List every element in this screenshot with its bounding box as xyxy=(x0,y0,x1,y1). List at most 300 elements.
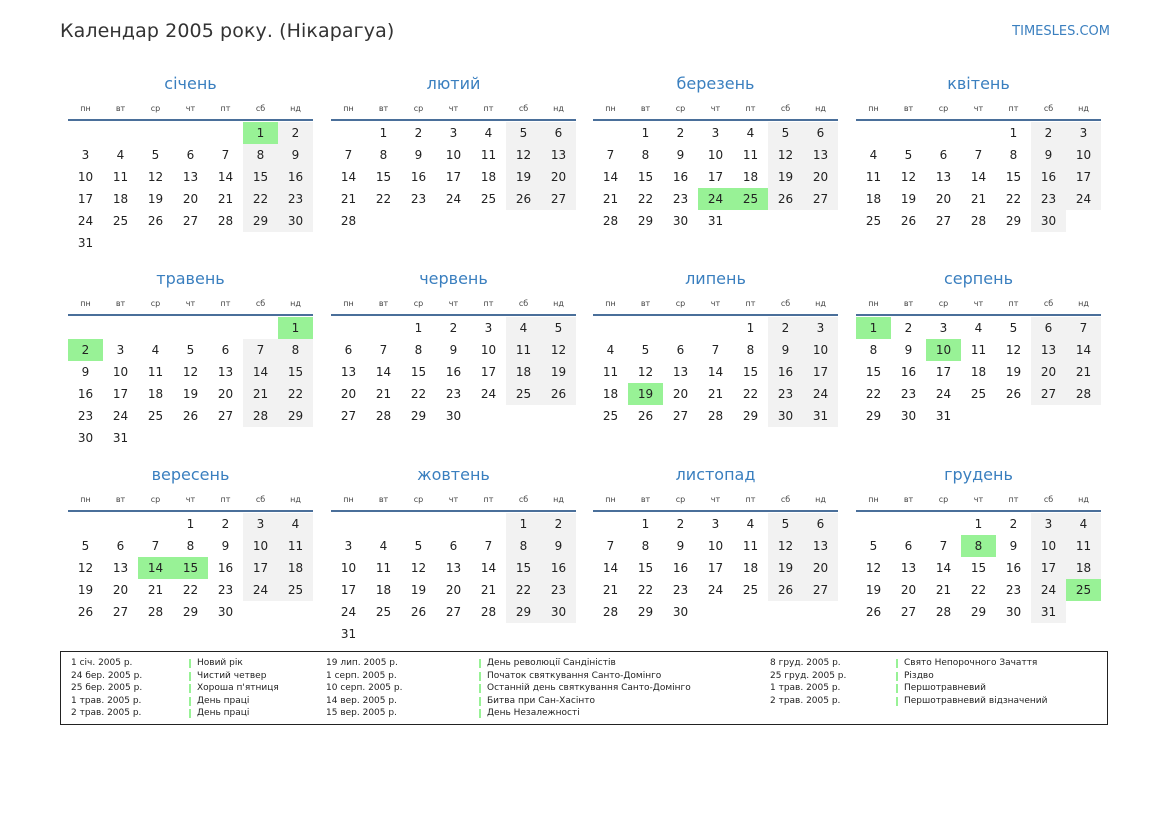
day-cell: 10 xyxy=(707,539,724,553)
weekday-label: нд xyxy=(553,104,564,113)
day-cell: 13 xyxy=(1031,339,1066,361)
day-cell: 4 xyxy=(379,539,388,553)
month-divider xyxy=(68,314,313,316)
month-calendar xyxy=(856,74,1101,259)
day-cell: 6 xyxy=(541,122,576,144)
weekday-label: сб xyxy=(518,495,529,504)
day-cell: 27 xyxy=(112,605,129,619)
day-cell: 11 xyxy=(742,148,759,162)
holiday-marker xyxy=(896,697,898,706)
day-cell: 22 xyxy=(970,583,987,597)
day-cell: 7 xyxy=(344,148,353,162)
day-cell: 10 xyxy=(112,365,129,379)
day-cell: 8 xyxy=(641,148,650,162)
day-cell: 24 xyxy=(935,387,952,401)
day-cell: 10 xyxy=(445,148,462,162)
day-cell: 23 xyxy=(445,387,462,401)
day-cell: 26 xyxy=(865,605,882,619)
day-cell: 25 xyxy=(970,387,987,401)
day-cell: 19 xyxy=(506,166,541,188)
day-cell: 25 xyxy=(147,409,164,423)
day-cell: 3 xyxy=(344,539,353,553)
day-cell: 30 xyxy=(768,405,803,427)
day-cell: 21 xyxy=(1066,361,1101,383)
day-cell: 11 xyxy=(147,365,164,379)
day-cell: 6 xyxy=(939,148,948,162)
day-cell: 30 xyxy=(217,605,234,619)
weekday-label: пт xyxy=(1008,495,1019,504)
weekday-label: чт xyxy=(973,495,984,504)
weekday-label: пн xyxy=(868,104,879,113)
holiday-day-cell: 25 xyxy=(733,188,768,210)
holiday-day-cell: 25 xyxy=(1066,579,1101,601)
day-cell: 3 xyxy=(449,126,458,140)
holiday-date: 25 бер. 2005 р. xyxy=(71,683,143,694)
day-cell: 25 xyxy=(480,192,497,206)
day-cell: 20 xyxy=(340,387,357,401)
day-cell: 9 xyxy=(1009,539,1018,553)
weekday-label: сб xyxy=(255,299,266,308)
weekday-label: вт xyxy=(115,495,126,504)
day-cell: 17 xyxy=(707,561,724,575)
day-cell: 8 xyxy=(186,539,195,553)
holiday-day-cell: 1 xyxy=(856,317,891,339)
day-cell: 12 xyxy=(410,561,427,575)
day-cell: 13 xyxy=(445,561,462,575)
day-cell: 3 xyxy=(939,321,948,335)
day-cell: 14 xyxy=(602,170,619,184)
day-cell: 7 xyxy=(151,539,160,553)
day-cell: 28 xyxy=(935,605,952,619)
day-cell: 9 xyxy=(81,365,90,379)
day-cell: 26 xyxy=(506,188,541,210)
day-cell: 15 xyxy=(243,166,278,188)
month-divider xyxy=(856,314,1101,316)
weekday-label: пн xyxy=(868,299,879,308)
month-calendar xyxy=(68,269,313,454)
holiday-marker xyxy=(896,672,898,681)
day-cell: 19 xyxy=(865,583,882,597)
holiday-day-cell: 14 xyxy=(138,557,173,579)
weekday-label: сб xyxy=(255,104,266,113)
weekday-label: чт xyxy=(710,299,721,308)
weekday-label: пн xyxy=(343,299,354,308)
day-cell: 20 xyxy=(1031,361,1066,383)
day-cell: 26 xyxy=(900,214,917,228)
month-calendar xyxy=(856,269,1101,454)
day-cell: 6 xyxy=(904,539,913,553)
day-cell: 22 xyxy=(375,192,392,206)
day-cell: 21 xyxy=(480,583,497,597)
holiday-name: День революції Сандіністів xyxy=(487,658,616,668)
weekday-label: нд xyxy=(815,299,826,308)
day-cell: 13 xyxy=(182,170,199,184)
day-cell: 4 xyxy=(746,517,755,531)
day-cell: 8 xyxy=(746,343,755,357)
day-cell: 18 xyxy=(278,557,313,579)
day-cell: 19 xyxy=(900,192,917,206)
holiday-date: 1 трав. 2005 р. xyxy=(71,695,142,706)
day-cell: 24 xyxy=(1031,579,1066,601)
day-cell: 29 xyxy=(865,409,882,423)
day-cell: 27 xyxy=(935,214,952,228)
day-cell: 31 xyxy=(1031,601,1066,623)
day-cell: 16 xyxy=(445,365,462,379)
day-cell: 17 xyxy=(1031,557,1066,579)
weekday-label: пт xyxy=(1008,299,1019,308)
day-cell: 15 xyxy=(637,561,654,575)
day-cell: 31 xyxy=(803,405,838,427)
weekday-label: ср xyxy=(413,104,424,113)
day-cell: 30 xyxy=(278,210,313,232)
day-grid xyxy=(331,513,576,645)
day-cell: 5 xyxy=(641,343,650,357)
day-cell: 12 xyxy=(900,170,917,184)
month-calendar xyxy=(856,465,1101,650)
weekday-label: вт xyxy=(640,299,651,308)
day-cell: 31 xyxy=(112,431,129,445)
day-cell: 24 xyxy=(803,383,838,405)
day-cell: 3 xyxy=(1031,513,1066,535)
day-cell: 15 xyxy=(865,365,882,379)
day-cell: 6 xyxy=(449,539,458,553)
holiday-legend xyxy=(60,651,1108,725)
day-cell: 8 xyxy=(869,343,878,357)
day-cell: 10 xyxy=(803,339,838,361)
holiday-name: Битва при Сан-Хасінто xyxy=(487,695,595,706)
day-cell: 30 xyxy=(672,605,689,619)
day-cell: 4 xyxy=(151,343,160,357)
day-cell: 26 xyxy=(637,409,654,423)
day-cell: 14 xyxy=(243,361,278,383)
day-cell: 20 xyxy=(445,583,462,597)
day-cell: 1 xyxy=(186,517,195,531)
weekday-label: нд xyxy=(553,495,564,504)
holiday-marker xyxy=(479,709,481,718)
day-cell: 2 xyxy=(1009,517,1018,531)
day-cell: 30 xyxy=(1031,210,1066,232)
day-cell: 24 xyxy=(1066,188,1101,210)
day-cell: 6 xyxy=(676,343,685,357)
weekday-header xyxy=(331,104,576,116)
month-name: червень xyxy=(419,269,488,288)
day-cell: 21 xyxy=(147,583,164,597)
day-cell: 23 xyxy=(768,383,803,405)
holiday-name: Першотравневий відзначений xyxy=(904,695,1048,706)
weekday-label: вт xyxy=(903,495,914,504)
weekday-label: ср xyxy=(675,299,686,308)
day-cell: 28 xyxy=(480,605,497,619)
day-cell: 29 xyxy=(637,605,654,619)
day-cell: 19 xyxy=(410,583,427,597)
day-cell: 16 xyxy=(278,166,313,188)
day-cell: 11 xyxy=(865,170,882,184)
day-cell: 22 xyxy=(506,579,541,601)
day-cell: 5 xyxy=(151,148,160,162)
day-cell: 16 xyxy=(1005,561,1022,575)
day-cell: 9 xyxy=(676,539,685,553)
day-cell: 7 xyxy=(606,148,615,162)
day-cell: 5 xyxy=(81,539,90,553)
day-cell: 23 xyxy=(410,192,427,206)
weekday-header xyxy=(856,299,1101,311)
weekday-label: вт xyxy=(378,104,389,113)
weekday-label: пт xyxy=(220,299,231,308)
day-cell: 31 xyxy=(340,627,357,641)
day-cell: 10 xyxy=(340,561,357,575)
day-grid xyxy=(856,513,1101,645)
day-cell: 22 xyxy=(637,583,654,597)
day-cell: 16 xyxy=(672,561,689,575)
weekday-label: сб xyxy=(1043,495,1054,504)
day-cell: 3 xyxy=(243,513,278,535)
day-cell: 27 xyxy=(541,188,576,210)
day-cell: 25 xyxy=(865,214,882,228)
weekday-label: пт xyxy=(483,299,494,308)
holiday-date: 19 лип. 2005 р. xyxy=(326,658,398,668)
day-cell: 6 xyxy=(1031,317,1066,339)
weekday-label: пт xyxy=(483,495,494,504)
day-grid xyxy=(593,513,838,645)
month-name: листопад xyxy=(675,465,756,484)
weekday-label: ср xyxy=(675,104,686,113)
day-cell: 12 xyxy=(182,365,199,379)
day-cell: 24 xyxy=(480,387,497,401)
day-grid xyxy=(68,122,313,254)
day-cell: 5 xyxy=(904,148,913,162)
holiday-day-cell: 8 xyxy=(961,535,996,557)
day-cell: 5 xyxy=(1009,321,1018,335)
weekday-header xyxy=(68,495,313,507)
day-cell: 17 xyxy=(935,365,952,379)
day-cell: 22 xyxy=(865,387,882,401)
day-cell: 20 xyxy=(803,166,838,188)
day-cell: 3 xyxy=(711,517,720,531)
weekday-label: нд xyxy=(290,104,301,113)
day-cell: 12 xyxy=(77,561,94,575)
day-cell: 16 xyxy=(217,561,234,575)
day-cell: 30 xyxy=(900,409,917,423)
day-cell: 25 xyxy=(742,583,759,597)
day-cell: 20 xyxy=(803,557,838,579)
day-cell: 15 xyxy=(742,365,759,379)
month-name: травень xyxy=(156,269,225,288)
day-cell: 29 xyxy=(742,409,759,423)
day-cell: 12 xyxy=(865,561,882,575)
day-cell: 18 xyxy=(506,361,541,383)
day-cell: 1 xyxy=(506,513,541,535)
weekday-label: пн xyxy=(605,299,616,308)
day-cell: 22 xyxy=(182,583,199,597)
day-cell: 20 xyxy=(217,387,234,401)
holiday-name: Чистий четвер xyxy=(197,670,267,681)
day-cell: 28 xyxy=(243,405,278,427)
month-name: серпень xyxy=(944,269,1013,288)
day-cell: 5 xyxy=(541,317,576,339)
holiday-date: 2 трав. 2005 р. xyxy=(71,708,142,719)
day-cell: 25 xyxy=(602,409,619,423)
day-cell: 15 xyxy=(1005,170,1022,184)
day-grid xyxy=(856,317,1101,449)
day-cell: 18 xyxy=(147,387,164,401)
weekday-header xyxy=(593,495,838,507)
day-cell: 14 xyxy=(935,561,952,575)
day-cell: 5 xyxy=(768,122,803,144)
day-cell: 22 xyxy=(410,387,427,401)
day-cell: 21 xyxy=(970,192,987,206)
day-grid xyxy=(68,513,313,645)
day-cell: 9 xyxy=(414,148,423,162)
day-cell: 16 xyxy=(77,387,94,401)
day-cell: 9 xyxy=(904,343,913,357)
day-cell: 20 xyxy=(935,192,952,206)
weekday-label: ср xyxy=(938,299,949,308)
month-divider xyxy=(593,510,838,512)
day-cell: 9 xyxy=(278,144,313,166)
day-cell: 8 xyxy=(641,539,650,553)
weekday-label: пн xyxy=(80,495,91,504)
holiday-marker xyxy=(896,659,898,668)
day-cell: 18 xyxy=(742,170,759,184)
holiday-day-cell: 19 xyxy=(628,383,663,405)
day-cell: 25 xyxy=(112,214,129,228)
day-cell: 11 xyxy=(278,535,313,557)
weekday-label: чт xyxy=(973,104,984,113)
day-cell: 2 xyxy=(221,517,230,531)
weekday-header xyxy=(856,495,1101,507)
day-cell: 10 xyxy=(77,170,94,184)
day-cell: 7 xyxy=(606,539,615,553)
day-cell: 21 xyxy=(375,387,392,401)
day-cell: 27 xyxy=(217,409,234,423)
day-cell: 29 xyxy=(506,601,541,623)
day-cell: 13 xyxy=(340,365,357,379)
holiday-name: Різдво xyxy=(904,670,934,681)
day-cell: 17 xyxy=(243,557,278,579)
holiday-marker xyxy=(189,672,191,681)
day-cell: 19 xyxy=(768,166,803,188)
day-cell: 10 xyxy=(1066,144,1101,166)
holiday-day-cell: 15 xyxy=(173,557,208,579)
day-cell: 8 xyxy=(243,144,278,166)
day-cell: 16 xyxy=(410,170,427,184)
day-cell: 20 xyxy=(900,583,917,597)
day-cell: 10 xyxy=(480,343,497,357)
weekday-label: вт xyxy=(115,104,126,113)
day-cell: 4 xyxy=(746,126,755,140)
day-cell: 28 xyxy=(602,214,619,228)
day-cell: 24 xyxy=(243,579,278,601)
month-divider xyxy=(331,314,576,316)
day-cell: 5 xyxy=(869,539,878,553)
site-link[interactable]: TIMESLES.COM xyxy=(1012,24,1110,39)
day-cell: 18 xyxy=(970,365,987,379)
day-cell: 2 xyxy=(1031,122,1066,144)
day-cell: 3 xyxy=(1066,122,1101,144)
day-cell: 26 xyxy=(410,605,427,619)
day-cell: 13 xyxy=(803,144,838,166)
day-cell: 14 xyxy=(970,170,987,184)
day-cell: 4 xyxy=(116,148,125,162)
day-cell: 13 xyxy=(541,144,576,166)
weekday-label: ср xyxy=(413,299,424,308)
holiday-date: 15 вер. 2005 р. xyxy=(326,708,397,719)
holiday-name: День праці xyxy=(197,708,250,719)
day-cell: 13 xyxy=(935,170,952,184)
weekday-label: чт xyxy=(448,299,459,308)
weekday-label: пт xyxy=(745,299,756,308)
weekday-label: пн xyxy=(868,495,879,504)
weekday-header xyxy=(68,104,313,116)
day-cell: 15 xyxy=(506,557,541,579)
weekday-label: пн xyxy=(605,104,616,113)
day-cell: 11 xyxy=(375,561,392,575)
month-name: березень xyxy=(676,74,755,93)
day-cell: 28 xyxy=(602,605,619,619)
day-cell: 27 xyxy=(1031,383,1066,405)
day-cell: 20 xyxy=(672,387,689,401)
day-cell: 21 xyxy=(602,192,619,206)
holiday-date: 2 трав. 2005 р. xyxy=(770,695,841,706)
month-calendar xyxy=(331,465,576,650)
day-cell: 13 xyxy=(112,561,129,575)
day-cell: 4 xyxy=(278,513,313,535)
day-cell: 14 xyxy=(340,170,357,184)
weekday-label: нд xyxy=(290,495,301,504)
day-cell: 2 xyxy=(278,122,313,144)
day-cell: 8 xyxy=(278,339,313,361)
holiday-date: 10 серп. 2005 р. xyxy=(326,683,403,694)
day-grid xyxy=(331,122,576,254)
day-cell: 28 xyxy=(340,214,357,228)
month-divider xyxy=(593,119,838,121)
day-cell: 30 xyxy=(541,601,576,623)
holiday-day-cell: 10 xyxy=(926,339,961,361)
day-cell: 23 xyxy=(541,579,576,601)
weekday-label: чт xyxy=(448,104,459,113)
holiday-marker xyxy=(479,684,481,693)
day-cell: 17 xyxy=(340,583,357,597)
weekday-label: сб xyxy=(1043,299,1054,308)
day-cell: 7 xyxy=(484,539,493,553)
month-calendar xyxy=(331,269,576,454)
day-cell: 28 xyxy=(1066,383,1101,405)
day-cell: 18 xyxy=(602,387,619,401)
weekday-label: ср xyxy=(413,495,424,504)
day-cell: 9 xyxy=(221,539,230,553)
day-cell: 2 xyxy=(676,126,685,140)
day-cell: 26 xyxy=(541,383,576,405)
weekday-label: сб xyxy=(518,104,529,113)
day-cell: 17 xyxy=(77,192,94,206)
day-cell: 23 xyxy=(672,192,689,206)
month-divider xyxy=(331,510,576,512)
month-divider xyxy=(856,510,1101,512)
day-cell: 19 xyxy=(768,557,803,579)
weekday-label: вт xyxy=(903,104,914,113)
day-cell: 28 xyxy=(970,214,987,228)
day-cell: 19 xyxy=(541,361,576,383)
day-cell: 28 xyxy=(375,409,392,423)
day-cell: 2 xyxy=(541,513,576,535)
day-cell: 5 xyxy=(506,122,541,144)
weekday-label: пн xyxy=(343,495,354,504)
weekday-header xyxy=(593,299,838,311)
day-cell: 23 xyxy=(672,583,689,597)
day-cell: 14 xyxy=(1066,339,1101,361)
day-cell: 11 xyxy=(602,365,619,379)
weekday-label: сб xyxy=(255,495,266,504)
